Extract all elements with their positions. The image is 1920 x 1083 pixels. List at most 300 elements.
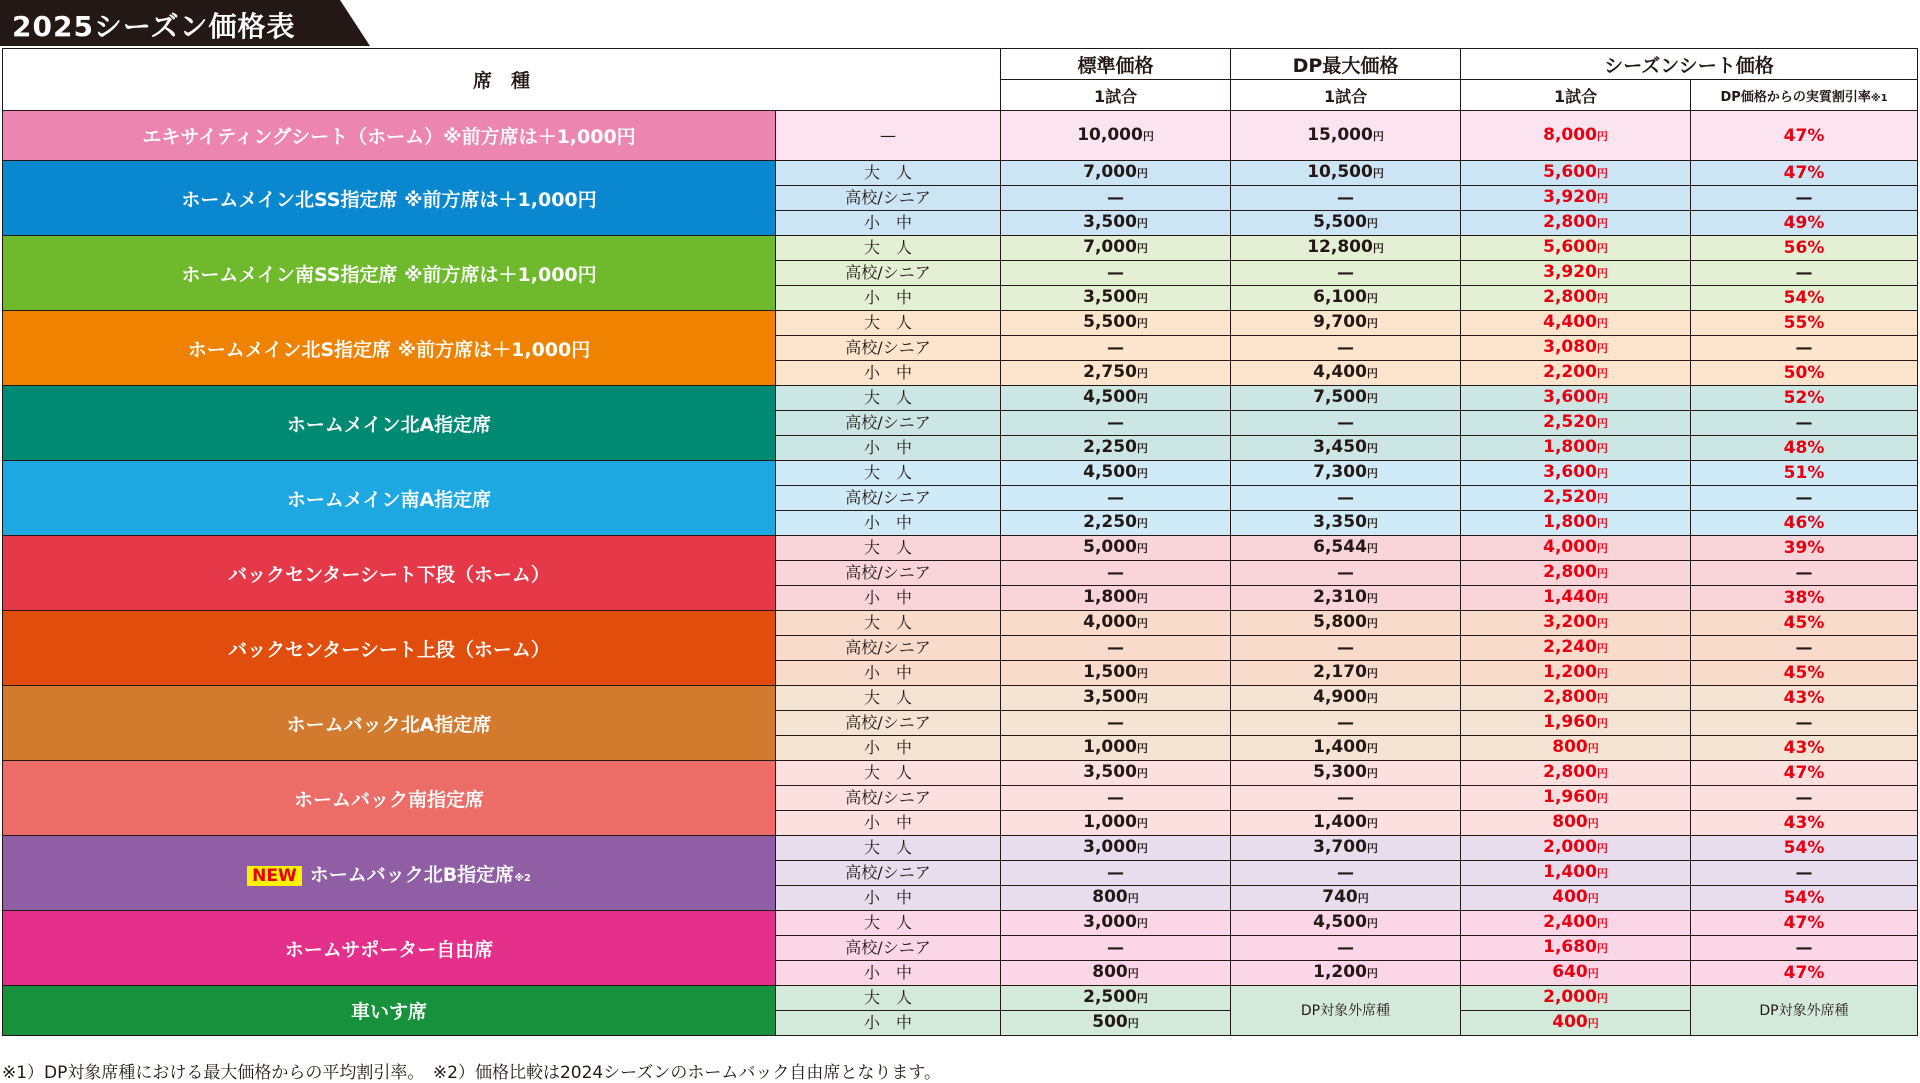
dp-price-value: 2,170 [1313,662,1367,682]
page-title: 2025シーズン価格表 [12,10,296,43]
season-price-value: 800 [1552,737,1588,757]
season-price-value: 2,000 [1543,837,1597,857]
discount-excluded-cell: DP対象外席種 [1691,986,1918,1036]
season-price-value: 2,000 [1543,987,1597,1007]
dp-price-value: — [1337,638,1355,658]
discount-rate-cell: 43% [1691,811,1918,836]
season-price-value: 1,680 [1543,937,1597,957]
discount-rate-cell: — [1691,936,1918,961]
seat-subrow [3,911,1918,936]
dp-price-value: 9,700 [1313,312,1367,332]
yen-unit: 円 [1366,292,1378,305]
seat-subrow [3,236,1918,261]
seat-name-cell [3,461,776,536]
ticket-category-cell: 大 人 [776,386,1001,411]
season-price-value: 3,920 [1543,262,1597,282]
yen-unit: 円 [1127,1017,1139,1030]
standard-price-cell [1001,786,1231,811]
discount-rate-cell: — [1691,711,1918,736]
season-price-cell [1461,436,1691,461]
dp-price-value: 10,500 [1307,162,1373,182]
yen-unit: 円 [1596,192,1608,205]
price-table [2,48,1918,1036]
dp-price-value: 5,300 [1313,762,1367,782]
standard-price-value: 4,500 [1083,387,1137,407]
discount-rate-cell: 46% [1691,511,1918,536]
ticket-category-cell: 大 人 [776,611,1001,636]
yen-unit: 円 [1596,467,1608,480]
standard-price-value: 3,500 [1083,687,1137,707]
season-price-value: 5,600 [1543,237,1597,257]
standard-price-cell [1001,261,1231,286]
dp-price-cell [1231,361,1461,386]
discount-rate-cell: — [1691,186,1918,211]
season-price-cell [1461,786,1691,811]
seat-name-cell [3,686,776,761]
season-price-cell [1461,261,1691,286]
ticket-category-cell: — [776,111,1001,161]
ticket-category-cell: 小 中 [776,811,1001,836]
season-price-value: 400 [1552,1012,1588,1032]
standard-price-cell [1001,211,1231,236]
yen-unit: 円 [1596,542,1608,555]
season-price-cell [1461,311,1691,336]
ticket-category-cell: 大 人 [776,311,1001,336]
dp-price-cell [1231,161,1461,186]
dp-price-cell [1231,636,1461,661]
seat-name-cell [3,986,776,1036]
standard-price-value: — [1107,338,1125,358]
season-price-cell [1461,936,1691,961]
standard-price-value: 1,000 [1083,812,1137,832]
seat-subrow [3,461,1918,486]
standard-price-cell [1001,1011,1231,1036]
seat-name: ホームメイン北A指定席 [286,413,492,436]
dp-price-cell [1231,711,1461,736]
dp-price-cell [1231,886,1461,911]
dp-price-cell [1231,211,1461,236]
dp-price-cell [1231,811,1461,836]
ticket-category-cell: 小 中 [776,211,1001,236]
seat-name-cell [3,111,776,161]
standard-price-cell [1001,686,1231,711]
yen-unit: 円 [1372,167,1384,180]
yen-unit: 円 [1596,692,1608,705]
dp-price-value: 3,450 [1313,437,1367,457]
standard-price-cell [1001,736,1231,761]
yen-unit: 円 [1366,817,1378,830]
ticket-category-cell: 大 人 [776,986,1001,1011]
season-price-value: 3,600 [1543,387,1597,407]
yen-unit: 円 [1366,392,1378,405]
discount-rate-cell: 51% [1691,461,1918,486]
yen-unit: 円 [1366,467,1378,480]
season-price-value: 2,800 [1543,212,1597,232]
discount-rate-note: ※1 [1870,92,1888,104]
yen-unit: 円 [1372,129,1384,143]
seat-name-cell [3,836,776,911]
discount-rate-cell: 54% [1691,836,1918,861]
dp-price-cell [1231,236,1461,261]
standard-price-value: — [1107,713,1125,733]
standard-price-cell [1001,611,1231,636]
ticket-category-cell: 大 人 [776,686,1001,711]
season-price-value: 4,400 [1543,312,1597,332]
standard-price-value: 800 [1092,962,1128,982]
dp-price-cell [1231,386,1461,411]
dp-price-cell [1231,786,1461,811]
yen-unit: 円 [1596,292,1608,305]
dp-max-price-header: DP最大価格 [1231,49,1461,80]
standard-price-cell [1001,861,1231,886]
yen-unit: 円 [1136,542,1148,555]
standard-price-cell [1001,911,1231,936]
season-price-cell [1461,761,1691,786]
ticket-category-cell: 大 人 [776,161,1001,186]
discount-rate-cell: 47% [1691,111,1918,161]
yen-unit: 円 [1596,717,1608,730]
yen-unit: 円 [1136,442,1148,455]
yen-unit: 円 [1136,467,1148,480]
yen-unit: 円 [1596,617,1608,630]
seat-name: ホームメイン北SS指定席 ※前方席は＋1,000円 [181,188,597,211]
ticket-category-cell: 小 中 [776,436,1001,461]
season-price-cell [1461,486,1691,511]
season-price-cell [1461,861,1691,886]
season-price-value: 4,000 [1543,537,1597,557]
yen-unit: 円 [1136,367,1148,380]
yen-unit: 円 [1596,917,1608,930]
seat-subrow [3,311,1918,336]
standard-price-cell [1001,411,1231,436]
dp-price-value: — [1337,563,1355,583]
yen-unit: 円 [1136,392,1148,405]
season-price-value: 1,960 [1543,787,1597,807]
ticket-category-cell: 高校/シニア [776,561,1001,586]
dp-price-value: 6,544 [1313,537,1367,557]
yen-unit: 円 [1127,892,1139,905]
discount-rate-cell: — [1691,786,1918,811]
standard-price-value: 2,750 [1083,362,1137,382]
seat-name: ホームメイン南SS指定席 ※前方席は＋1,000円 [181,263,597,286]
ticket-category-cell: 高校/シニア [776,186,1001,211]
standard-price-value: — [1107,263,1125,283]
standard-price-value: 3,000 [1083,837,1137,857]
standard-price-value: — [1107,413,1125,433]
standard-price-value: — [1107,488,1125,508]
discount-rate-cell: — [1691,261,1918,286]
yen-unit: 円 [1136,992,1148,1005]
season-price-value: 2,800 [1543,287,1597,307]
dp-price-cell [1231,436,1461,461]
yen-unit: 円 [1357,892,1369,905]
seat-name: ホームメイン南A指定席 [286,488,492,511]
discount-rate-cell: 56% [1691,236,1918,261]
yen-unit: 円 [1596,417,1608,430]
yen-unit: 円 [1596,992,1608,1005]
new-badge: NEW [247,866,302,886]
season-price-cell [1461,1011,1691,1036]
season-price-cell [1461,636,1691,661]
seat-subrow [3,611,1918,636]
season-price-cell [1461,561,1691,586]
seat-name: バックセンターシート下段（ホーム） [228,563,550,586]
seat-name-cell [3,386,776,461]
season-price-value: 1,960 [1543,712,1597,732]
season-price-value: 1,400 [1543,862,1597,882]
seat-note: ※2 [514,872,531,884]
standard-price-value: 2,500 [1083,987,1137,1007]
yen-unit: 円 [1366,617,1378,630]
standard-price-cell [1001,836,1231,861]
seat-subrow [3,986,1918,1011]
seat-type-header: 席 種 [3,49,1001,111]
discount-rate-header [1691,80,1918,111]
discount-rate-cell: — [1691,486,1918,511]
standard-price-value: — [1107,863,1125,883]
dp-price-cell [1231,611,1461,636]
title-tab [0,0,370,46]
season-price-cell [1461,986,1691,1011]
discount-rate-cell: 47% [1691,961,1918,986]
yen-unit: 円 [1596,367,1608,380]
season-price-cell [1461,711,1691,736]
dp-price-cell [1231,861,1461,886]
season-price-cell [1461,386,1691,411]
standard-price-value: — [1107,188,1125,208]
season-price-value: 1,800 [1543,437,1597,457]
season-price-value: 8,000 [1543,124,1597,145]
dp-price-value: — [1337,413,1355,433]
standard-price-value: 800 [1092,887,1128,907]
discount-rate-cell: 47% [1691,761,1918,786]
yen-unit: 円 [1127,967,1139,980]
dp-price-value: 7,300 [1313,462,1367,482]
yen-unit: 円 [1136,742,1148,755]
dp-price-cell [1231,911,1461,936]
dp-price-cell [1231,536,1461,561]
season-price-cell [1461,736,1691,761]
season-price-cell [1461,336,1691,361]
seat-name: 車いす席 [350,1001,427,1023]
ticket-category-cell: 小 中 [776,511,1001,536]
season-price-value: 2,400 [1543,912,1597,932]
seat-row [3,111,1918,161]
yen-unit: 円 [1596,392,1608,405]
dp-price-value: 1,400 [1313,812,1367,832]
discount-rate-cell: — [1691,561,1918,586]
standard-price-cell [1001,236,1231,261]
season-price-cell [1461,661,1691,686]
seat-subrow [3,536,1918,561]
dp-price-cell [1231,261,1461,286]
dp-price-value: — [1337,188,1355,208]
yen-unit: 円 [1596,842,1608,855]
standard-price-value: — [1107,638,1125,658]
season-price-value: 1,200 [1543,662,1597,682]
standard-price-cell [1001,486,1231,511]
seat-name: ホームメイン北S指定席 ※前方席は＋1,000円 [187,338,591,361]
price-table-body [3,111,1918,1036]
ticket-category-cell: 小 中 [776,286,1001,311]
discount-rate-cell: 54% [1691,886,1918,911]
standard-price-value: 3,500 [1083,762,1137,782]
season-price-value: 5,600 [1543,162,1597,182]
standard-price-cell [1001,311,1231,336]
standard-price-value: 3,500 [1083,212,1137,232]
season-price-cell [1461,536,1691,561]
season-price-value: 3,200 [1543,612,1597,632]
yen-unit: 円 [1142,129,1154,143]
yen-unit: 円 [1136,242,1148,255]
ticket-category-cell: 小 中 [776,661,1001,686]
standard-price-value: 1,000 [1083,737,1137,757]
ticket-category-cell: 高校/シニア [776,936,1001,961]
yen-unit: 円 [1136,917,1148,930]
standard-price-cell [1001,361,1231,386]
yen-unit: 円 [1366,317,1378,330]
standard-per-game-header: 1試合 [1001,80,1231,111]
discount-rate-cell: 48% [1691,436,1918,461]
dp-price-value: — [1337,938,1355,958]
dp-price-value: 4,900 [1313,687,1367,707]
seat-name: ホームサポーター自由席 [284,938,494,961]
yen-unit: 円 [1596,167,1608,180]
ticket-category-cell: 小 中 [776,1011,1001,1036]
standard-price-value: 4,000 [1083,612,1137,632]
discount-rate-cell: 49% [1691,211,1918,236]
dp-price-value: 3,700 [1313,837,1367,857]
dp-price-cell [1231,561,1461,586]
standard-price-cell [1001,661,1231,686]
seat-name-cell [3,536,776,611]
dp-price-value: 1,200 [1313,962,1367,982]
ticket-category-cell: 小 中 [776,586,1001,611]
yen-unit: 円 [1596,342,1608,355]
standard-price-cell [1001,461,1231,486]
dp-price-cell [1231,311,1461,336]
season-price-cell [1461,461,1691,486]
season-price-cell [1461,611,1691,636]
yen-unit: 円 [1136,692,1148,705]
yen-unit: 円 [1366,742,1378,755]
season-price-value: 3,600 [1543,462,1597,482]
discount-rate-cell: 52% [1691,386,1918,411]
standard-price-value: — [1107,788,1125,808]
dp-price-value: 5,500 [1313,212,1367,232]
ticket-category-cell: 小 中 [776,361,1001,386]
standard-price-value: 3,000 [1083,912,1137,932]
yen-unit: 円 [1366,842,1378,855]
seat-name: エキサイティングシート（ホーム）※前方席は＋1,000円 [142,126,636,148]
seat-name: ホームバック北A指定席 [286,713,492,736]
ticket-category-cell: 大 人 [776,461,1001,486]
yen-unit: 円 [1596,667,1608,680]
season-seat-price-header: シーズンシート価格 [1461,49,1918,80]
yen-unit: 円 [1596,317,1608,330]
dp-price-cell [1231,186,1461,211]
season-price-value: 3,920 [1543,187,1597,207]
yen-unit: 円 [1596,567,1608,580]
season-price-cell [1461,911,1691,936]
yen-unit: 円 [1596,642,1608,655]
standard-price-value: 500 [1092,1012,1128,1032]
dp-price-value: 3,350 [1313,512,1367,532]
yen-unit: 円 [1366,517,1378,530]
season-price-cell [1461,686,1691,711]
yen-unit: 円 [1136,817,1148,830]
season-price-cell [1461,886,1691,911]
dp-price-cell [1231,511,1461,536]
ticket-category-cell: 高校/シニア [776,711,1001,736]
yen-unit: 円 [1372,242,1384,255]
standard-price-value: 5,500 [1083,312,1137,332]
ticket-category-cell: 高校/シニア [776,486,1001,511]
standard-price-value: 2,250 [1083,437,1137,457]
yen-unit: 円 [1587,1017,1599,1030]
season-per-game-header: 1試合 [1461,80,1691,111]
dp-price-cell [1231,111,1461,161]
yen-unit: 円 [1587,892,1599,905]
dp-excluded-cell: DP対象外席種 [1231,986,1461,1036]
yen-unit: 円 [1587,742,1599,755]
season-price-value: 2,200 [1543,362,1597,382]
standard-price-value: — [1107,938,1125,958]
ticket-category-cell: 大 人 [776,761,1001,786]
standard-price-cell [1001,111,1231,161]
yen-unit: 円 [1596,442,1608,455]
standard-price-cell [1001,586,1231,611]
standard-price-cell [1001,636,1231,661]
season-price-cell [1461,211,1691,236]
dp-price-cell [1231,461,1461,486]
standard-price-header: 標準価格 [1001,49,1231,80]
discount-rate-cell: 47% [1691,911,1918,936]
dp-price-value: — [1337,863,1355,883]
season-price-value: 640 [1552,962,1588,982]
seat-name-cell [3,761,776,836]
ticket-category-cell: 大 人 [776,236,1001,261]
yen-unit: 円 [1366,692,1378,705]
season-price-value: 1,800 [1543,512,1597,532]
discount-rate-cell: 45% [1691,611,1918,636]
standard-price-cell [1001,811,1231,836]
yen-unit: 円 [1136,517,1148,530]
yen-unit: 円 [1366,542,1378,555]
seat-name: バックセンターシート上段（ホーム） [228,638,550,661]
dp-price-cell [1231,336,1461,361]
standard-price-cell [1001,711,1231,736]
discount-rate-cell: 55% [1691,311,1918,336]
discount-rate-cell: 38% [1691,586,1918,611]
yen-unit: 円 [1366,667,1378,680]
season-price-cell [1461,186,1691,211]
discount-rate-cell: 39% [1691,536,1918,561]
seat-name: ホームバック南指定席 [293,788,484,811]
standard-price-cell [1001,561,1231,586]
dp-price-cell [1231,486,1461,511]
season-price-value: 400 [1552,887,1588,907]
dp-price-cell [1231,586,1461,611]
season-price-cell [1461,286,1691,311]
dp-price-cell [1231,936,1461,961]
standard-price-cell [1001,386,1231,411]
dp-price-value: 1,400 [1313,737,1367,757]
dp-price-cell [1231,686,1461,711]
discount-rate-cell: — [1691,411,1918,436]
discount-rate-cell: 43% [1691,686,1918,711]
standard-price-cell [1001,511,1231,536]
